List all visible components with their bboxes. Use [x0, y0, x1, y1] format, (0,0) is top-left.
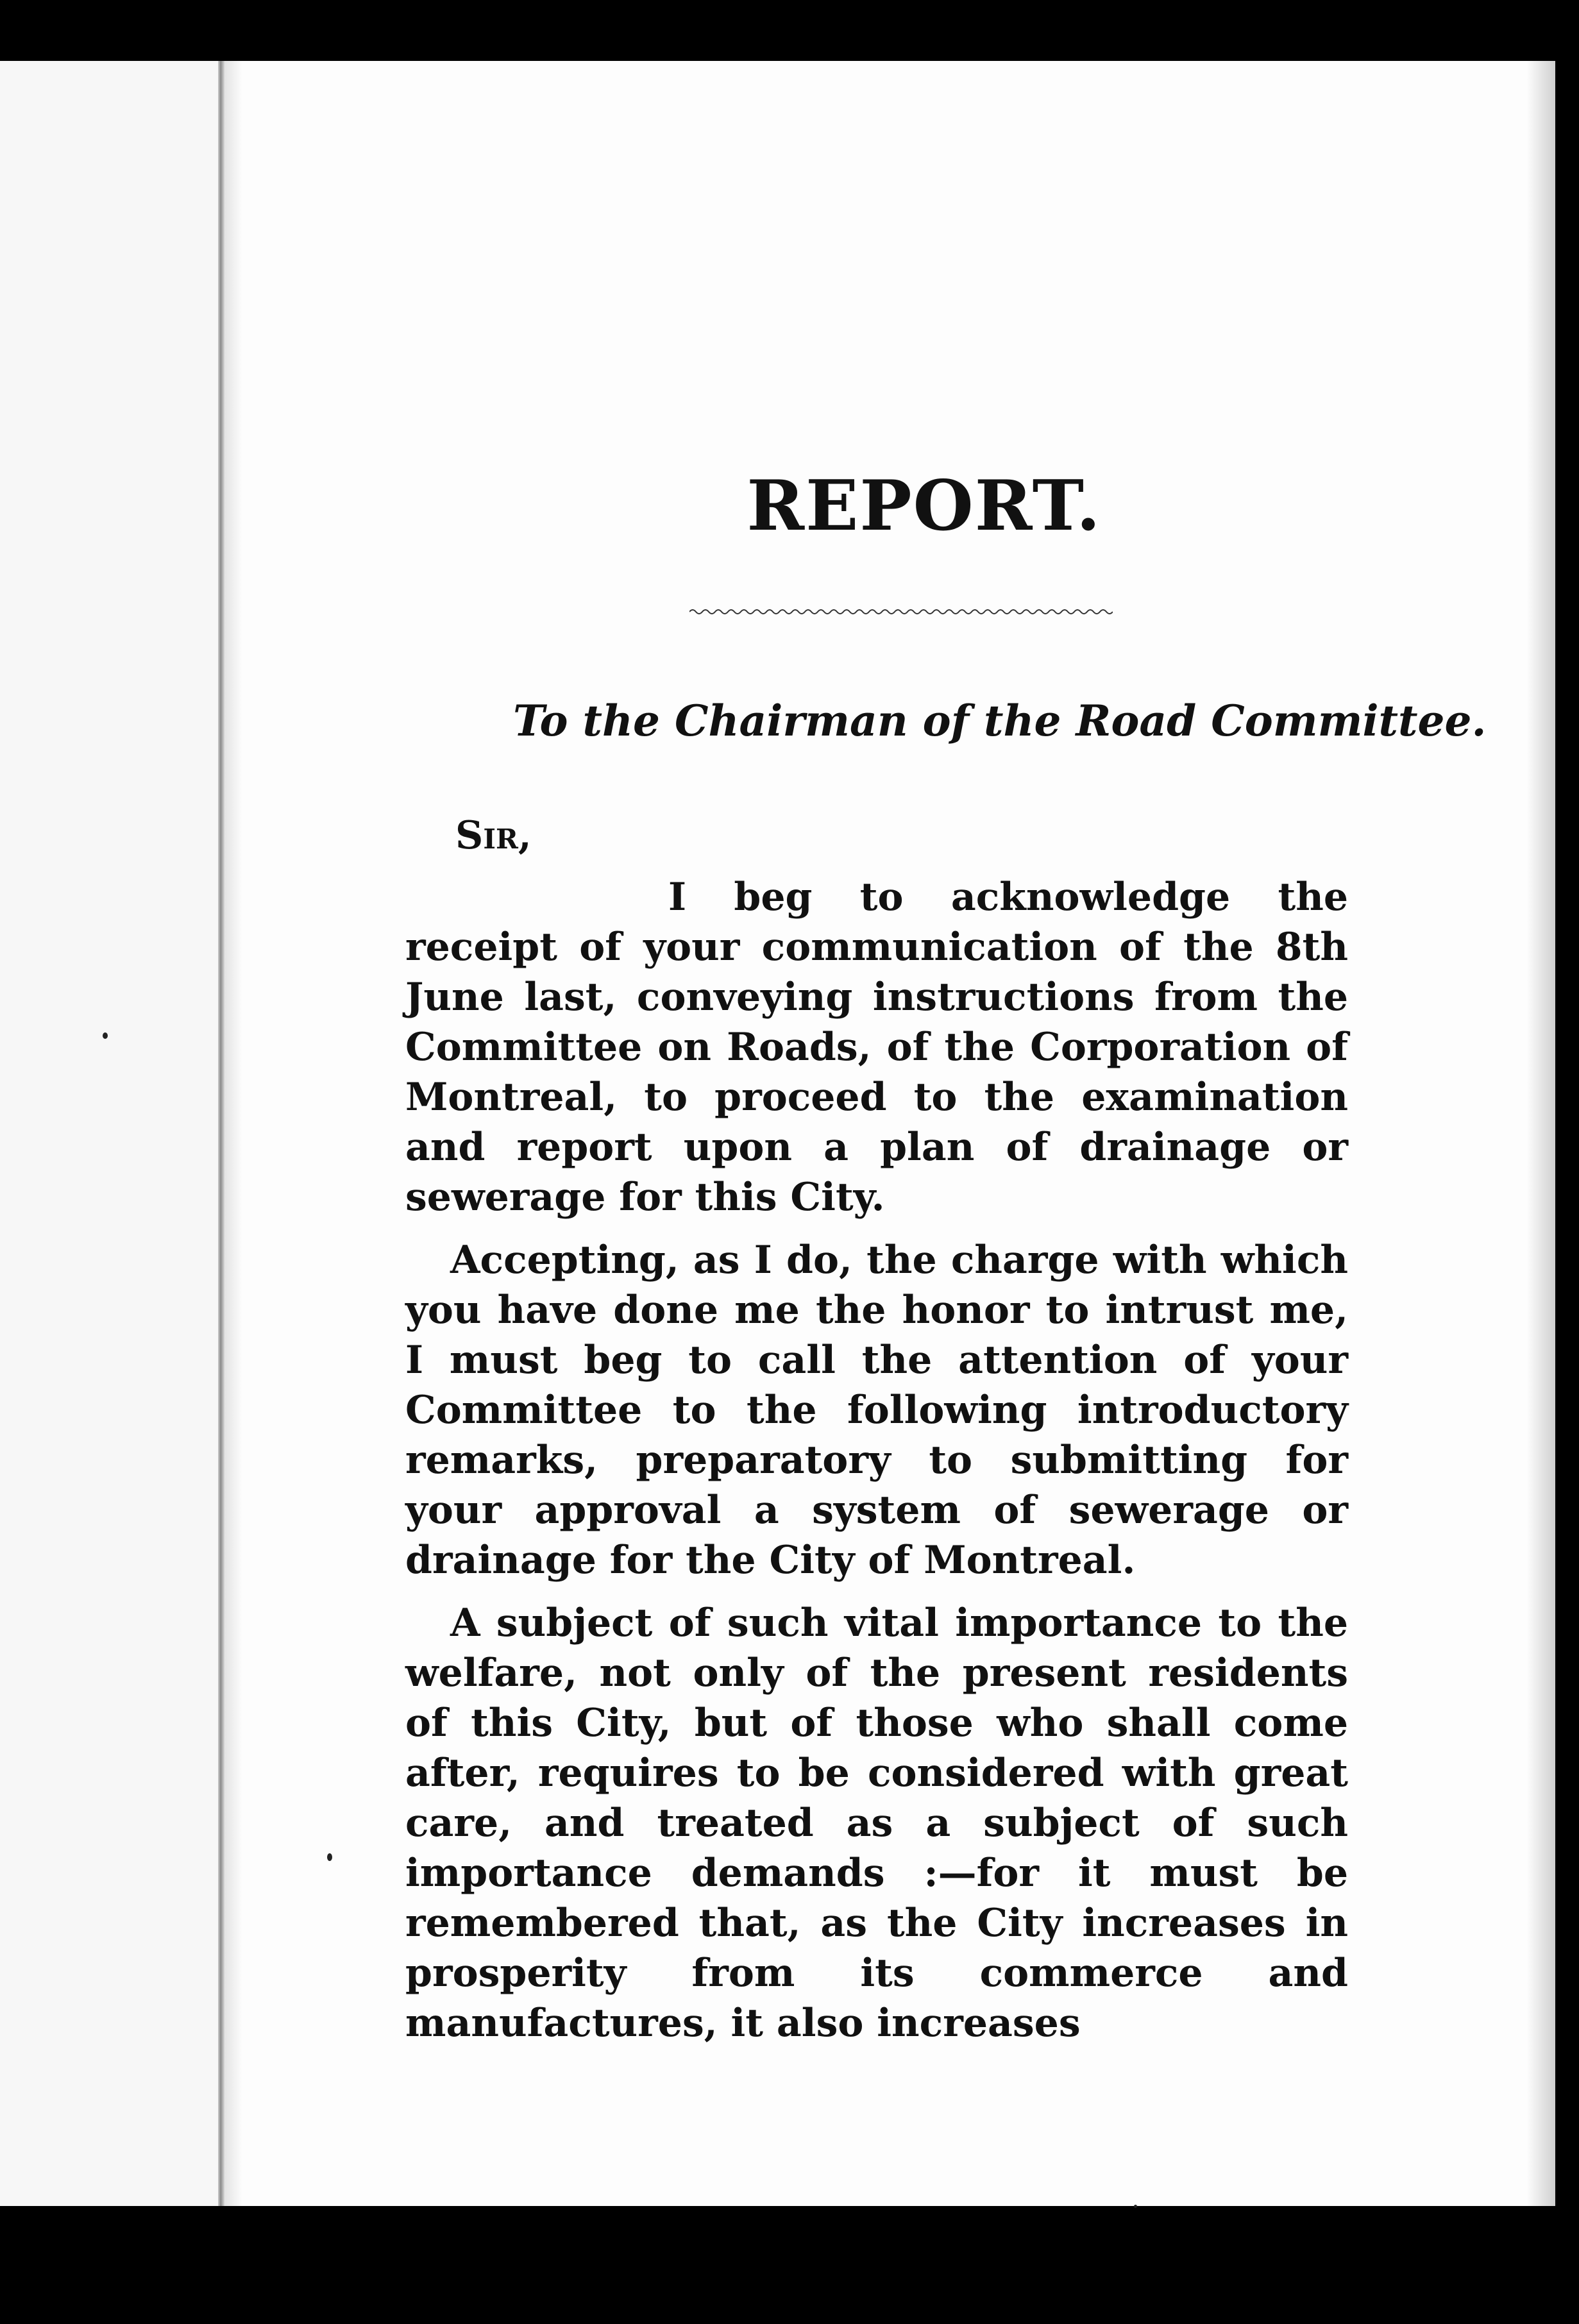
scan-speck [103, 1032, 108, 1039]
paragraph: I beg to acknowledge the receipt of your communication of the 8th June last, conveying instructions from the Committee on Roads, of the Corporation of Montreal, to proceed to the examination and report upon a plan of drainage or sewerage for this City. [405, 875, 1348, 1220]
body-text [405, 872, 1348, 2061]
scan-speck [327, 1853, 332, 1861]
gutter-fold [218, 61, 224, 2206]
facing-page-edge [0, 61, 221, 2206]
scan-speck [1134, 2205, 1137, 2208]
page-title: REPORT. [747, 466, 1102, 546]
paragraph: A subject of such vital importance to the welfare, not only of the present residents of this City, but of those who shall come after, requires to be considered with great care, and treated as a subject of such importance demands :—for it must be remembered that, as the City increases in prosperity from its commerce and manufactures, it also increases [405, 1601, 1348, 2046]
salutation: Sir, [455, 813, 532, 858]
wavy-rule [689, 607, 1113, 617]
address-line: To the Chairman of the Road Committee. [513, 696, 1487, 746]
paragraph: Accepting, as I do, the charge with which you have done me the honor to intrust me, I must beg to call the attention of your Committee to the following introductory remarks, preparatory to submitting for your approval a system of sewerage or drainage for the City of Montreal. [405, 1238, 1348, 1583]
page-edge-shadow [1526, 61, 1555, 2206]
gutter-shadow [224, 61, 242, 2206]
